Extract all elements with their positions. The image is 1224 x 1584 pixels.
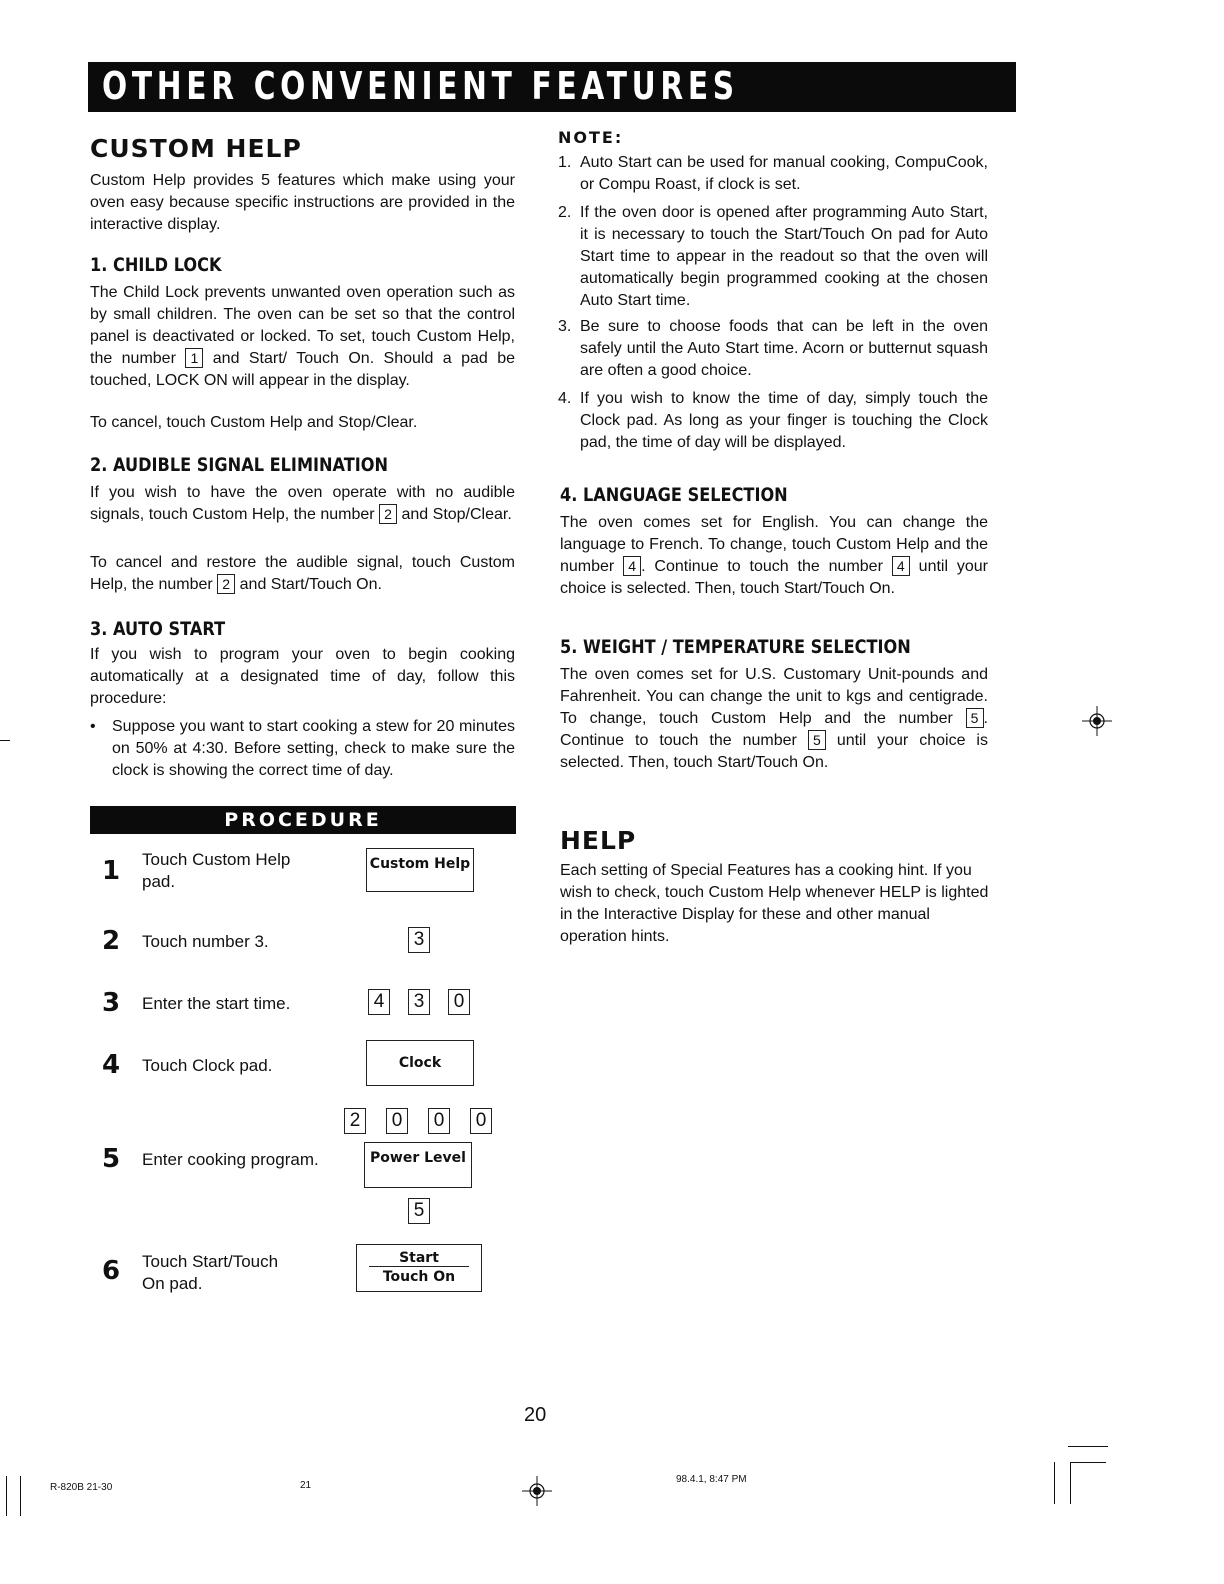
trim-mark (1070, 1462, 1071, 1504)
trim-mark (1068, 1446, 1108, 1447)
note-number: 2. (558, 204, 572, 221)
help-body: Each setting of Special Features has a cooking hint. If you wish to check, touch Custom Help whenever HELP is lighted in the Interactive Display for these and other manual operation hints. (560, 862, 989, 945)
weight-text-b: . Continue to touch the number (560, 710, 988, 749)
weight-body (560, 664, 988, 774)
child-lock-title: 1. CHILD LOCK (90, 254, 222, 276)
audible-cancel-b: and Start/Touch On. (239, 576, 382, 593)
audible-cancel (90, 552, 515, 596)
key-2-icon: 2 (379, 504, 397, 524)
step-number: 2 (102, 926, 121, 956)
key-2-icon: 2 (217, 574, 235, 594)
note-number: 3. (558, 318, 572, 335)
digit-key: 2 (344, 1108, 366, 1134)
note-text: If you wish to know the time of day, simply touch the Clock pad. As long as your finger is touching the Clock pad, the time of day will be displayed. (580, 390, 988, 451)
weight-text-c: until your choice is selected. Then, touch Start/Touch On. (560, 732, 988, 771)
weight-text-a: The oven comes set for U.S. Customary Unit-pounds and Fahrenheit. You can change the unit to kgs and centigrade. To change, touch Custom Help and the number (560, 666, 988, 727)
trim-mark (6, 1476, 7, 1516)
language-title: 4. LANGUAGE SELECTION (560, 484, 788, 506)
auto-start-bullet (90, 716, 515, 806)
child-lock-body (90, 282, 515, 392)
weight-title: 5. WEIGHT / TEMPERATURE SELECTION (560, 636, 911, 658)
step-text: Touch number 3. (142, 932, 269, 951)
note-number: 4. (558, 390, 572, 407)
touch-on-label: Touch On (382, 1269, 456, 1285)
digit-key: 0 (470, 1108, 492, 1134)
key-1-icon: 1 (185, 348, 203, 368)
help-title: HELP (560, 826, 637, 855)
step-text: Enter cooking program. (142, 1150, 319, 1169)
audible-title: 2. AUDIBLE SIGNAL ELIMINATION (90, 454, 389, 476)
step-number: 1 (102, 856, 121, 886)
start-label: Start (369, 1245, 469, 1267)
page-number: 20 (524, 1404, 547, 1426)
digit-key: 0 (386, 1108, 408, 1134)
digit-key: 0 (448, 989, 470, 1015)
custom-help-intro: Custom Help provides 5 features which make using your oven easy because specific instructions are provided in the interactive display. (90, 172, 515, 233)
procedure-title: PROCEDURE (224, 809, 382, 831)
audible-text-a: If you wish to have the oven operate with no audible signals, touch Custom Help, the number (90, 484, 515, 523)
child-lock-text-b: and Start/ Touch On. Should a pad be touched, LOCK ON will appear in the display. (90, 350, 516, 389)
note-text: If the oven door is opened after programming Auto Start, it is necessary to touch the Start/Touch On pad for Auto Start time to appear in the readout so that the oven will automatically begin programmed cooking at the chosen Auto Start time. (580, 204, 988, 309)
digit-key: 3 (408, 989, 430, 1015)
start-touch-on-key (356, 1244, 482, 1292)
digit-key: 4 (368, 989, 390, 1015)
note-title: NOTE: (558, 128, 624, 147)
note-item (558, 202, 988, 314)
audible-cancel-a: To cancel and restore the audible signal, touch Custom Help, the number (90, 554, 515, 593)
trim-mark (20, 1476, 21, 1516)
note-item (558, 152, 988, 198)
digit-key: 5 (408, 1198, 430, 1224)
power-level-key: Power Level (364, 1142, 472, 1188)
step-text: Touch Start/Touch On pad. (142, 1252, 279, 1293)
banner-title: OTHER CONVENIENT FEATURES (102, 64, 739, 108)
footer-timestamp: 98.4.1, 8:47 PM (676, 1474, 747, 1485)
note-item (558, 388, 988, 456)
step-text: Touch Clock pad. (142, 1056, 273, 1075)
step-number: 6 (102, 1256, 121, 1286)
auto-start-body: If you wish to program your oven to begin cooking automatically at a designated time of day, follow this procedure: (90, 646, 515, 707)
language-text-b: . Continue to touch the number (641, 558, 883, 575)
key-5-icon: 5 (808, 730, 826, 750)
digit-key: 0 (428, 1108, 450, 1134)
trim-mark (1054, 1462, 1055, 1504)
note-item (558, 316, 988, 384)
step-number: 5 (102, 1144, 121, 1174)
footer-sheet: 21 (300, 1480, 312, 1491)
footer-model: R-820B 21-30 (50, 1482, 113, 1493)
child-lock-text-a: The Child Lock prevents unwanted oven operation such as by small children. The oven can be set so that the control panel is deactivated or locked. To set, touch Custom Help, the number (90, 284, 515, 367)
note-text: Be sure to choose foods that can be left in the oven safely until the Auto Start time. Acorn or butternut squash are often a good choice. (580, 318, 988, 379)
procedure-banner (90, 806, 516, 834)
registration-mark-icon (522, 1476, 552, 1506)
registration-mark-icon (1082, 706, 1112, 736)
trim-mark (1070, 1462, 1106, 1463)
audible-text-b: and Stop/Clear. (401, 506, 512, 523)
note-text: Auto Start can be used for manual cooking, CompuCook, or Compu Roast, if clock is set. (580, 154, 988, 193)
section-banner (88, 62, 1016, 112)
child-lock-cancel: To cancel, touch Custom Help and Stop/Clear. (90, 414, 418, 431)
step-number: 4 (102, 1050, 121, 1080)
language-text-a: The oven comes set for English. You can change the language to French. To change, touch Custom Help and the number (560, 514, 988, 575)
step-text: Enter the start time. (142, 994, 291, 1013)
audible-body (90, 482, 515, 526)
key-4-icon: 4 (623, 556, 641, 576)
key-5-icon: 5 (966, 708, 984, 728)
clock-key: Clock (366, 1040, 474, 1086)
auto-start-title: 3. AUTO START (90, 618, 226, 640)
trim-mark (0, 740, 10, 741)
step-number: 3 (102, 988, 121, 1018)
custom-help-key: Custom Help (366, 848, 474, 892)
auto-start-bullet-text: Suppose you want to start cooking a stew for 20 minutes on 50% at 4:30. Before setting, check to make sure the clock is showing the correct time of day. (112, 718, 515, 779)
note-number: 1. (558, 154, 572, 171)
bullet-mark: • (90, 718, 96, 735)
digit-key: 3 (408, 927, 430, 953)
custom-help-title: CUSTOM HELP (90, 134, 302, 163)
language-body (560, 512, 988, 600)
key-4-icon: 4 (892, 556, 910, 576)
step-text: Touch Custom Help pad. (142, 850, 291, 891)
language-text-c: until your choice is selected. Then, touch Start/Touch On. (560, 558, 989, 597)
